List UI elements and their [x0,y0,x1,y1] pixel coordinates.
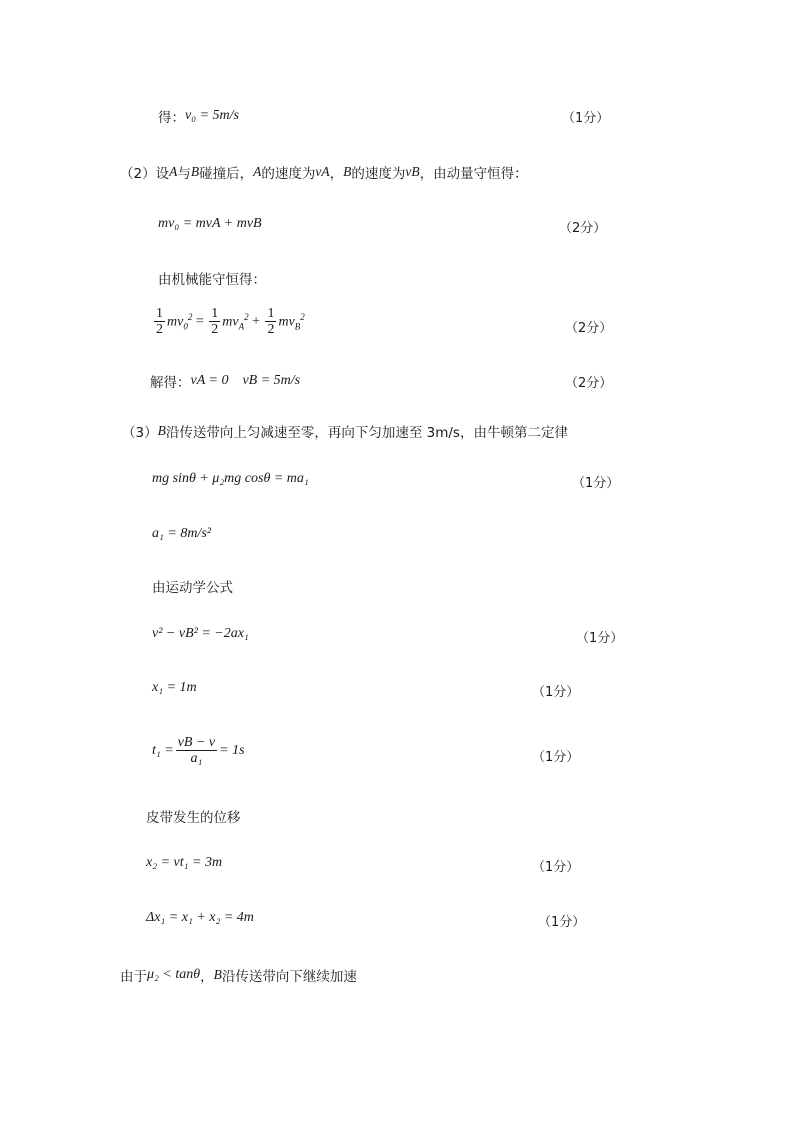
text-de: 得： [158,110,185,126]
t1-denominator: a₁ [190,751,203,766]
momentum-equation: mv₀ = mvA + mvB [158,216,262,231]
kinematics-text: 由运动学公式 [152,580,233,596]
equation-vA: vA = 0 [190,373,229,388]
part2-intro [120,162,528,182]
score-6: （1分） [576,631,624,646]
t1-rhs: = 1s [219,742,245,758]
text: 的速度为 [261,166,316,182]
part3-intro [122,421,568,441]
fraction-half: $\frac{1}{2}$ [156,306,163,337]
text: ， [200,969,214,985]
newton-equation: mg sinθ + μ₂mg cosθ = ma₁ [152,471,309,486]
kinematic-equation: v² − vB² = −2ax₁ [152,626,249,641]
score-4: （2分） [565,376,613,391]
delta-x1-equation: Δx₁ = x₁ + x₂ = 4m [146,910,254,925]
acceleration-equation: a₁ = 8m/s² [152,526,211,541]
text: （2）设 [120,166,170,182]
score-3: （2分） [565,321,613,336]
symbol-vB: vB [405,164,420,179]
t1-lhs: t₁ = [152,742,174,758]
symbol-A: A [253,164,262,179]
score-10: （1分） [538,915,586,930]
text: （3） [122,425,158,441]
answer-line-v0 [158,106,239,126]
belt-displacement-text: 皮带发生的位移 [146,810,241,826]
score-9: （1分） [532,860,580,875]
t1-fraction [176,735,217,766]
mu-condition: μ₂ < tanθ [147,967,201,982]
symbol-vA: vA [315,164,330,179]
equation-v0: v₀ = 5m/s [185,108,239,123]
fraction-half: $\frac{1}{2}$ [267,306,275,337]
conclusion-line [120,965,357,985]
text: ， [329,166,344,182]
energy-equation: $\frac{1}{2}$ $mv_0^2$ = $\frac{1}{2}$ $mv_A^2$ + $\frac{1}{2}$ $mv_B^2$ [156,306,305,337]
score-8: （1分） [532,750,580,765]
x2-equation: x₂ = vt₁ = 3m [146,855,223,870]
text: 与 [177,166,191,182]
score-1: （1分） [562,111,610,126]
text: 碰撞后， [199,166,254,182]
symbol-B: B [213,967,222,982]
text: 由于 [120,969,147,985]
symbol-A: A [169,164,178,179]
text: 的速度为 [351,166,406,182]
text: 沿传送带向下继续加速 [221,969,357,985]
score-7: （1分） [532,685,580,700]
t1-equation [152,735,245,766]
solution-line [150,371,300,391]
symbol-B: B [190,164,200,179]
equation-vB: vB = 5m/s [242,373,301,388]
text: 沿传送带向上匀减速至零，再向下匀加速至 3m/s，由牛顿第二定律 [165,425,568,441]
t1-numerator: vB − v [177,735,216,750]
score-5: （1分） [572,476,620,491]
energy-conservation-text: 由机械能守恒得： [158,272,266,288]
text-jiede: 解得： [150,375,191,391]
x1-equation: x₁ = 1m [152,680,197,695]
text: ，由动量守恒得： [419,166,528,182]
symbol-B: B [157,423,166,438]
score-2: （2分） [559,221,607,236]
fraction-half: $\frac{1}{2}$ [211,306,219,337]
symbol-B: B [343,164,352,179]
